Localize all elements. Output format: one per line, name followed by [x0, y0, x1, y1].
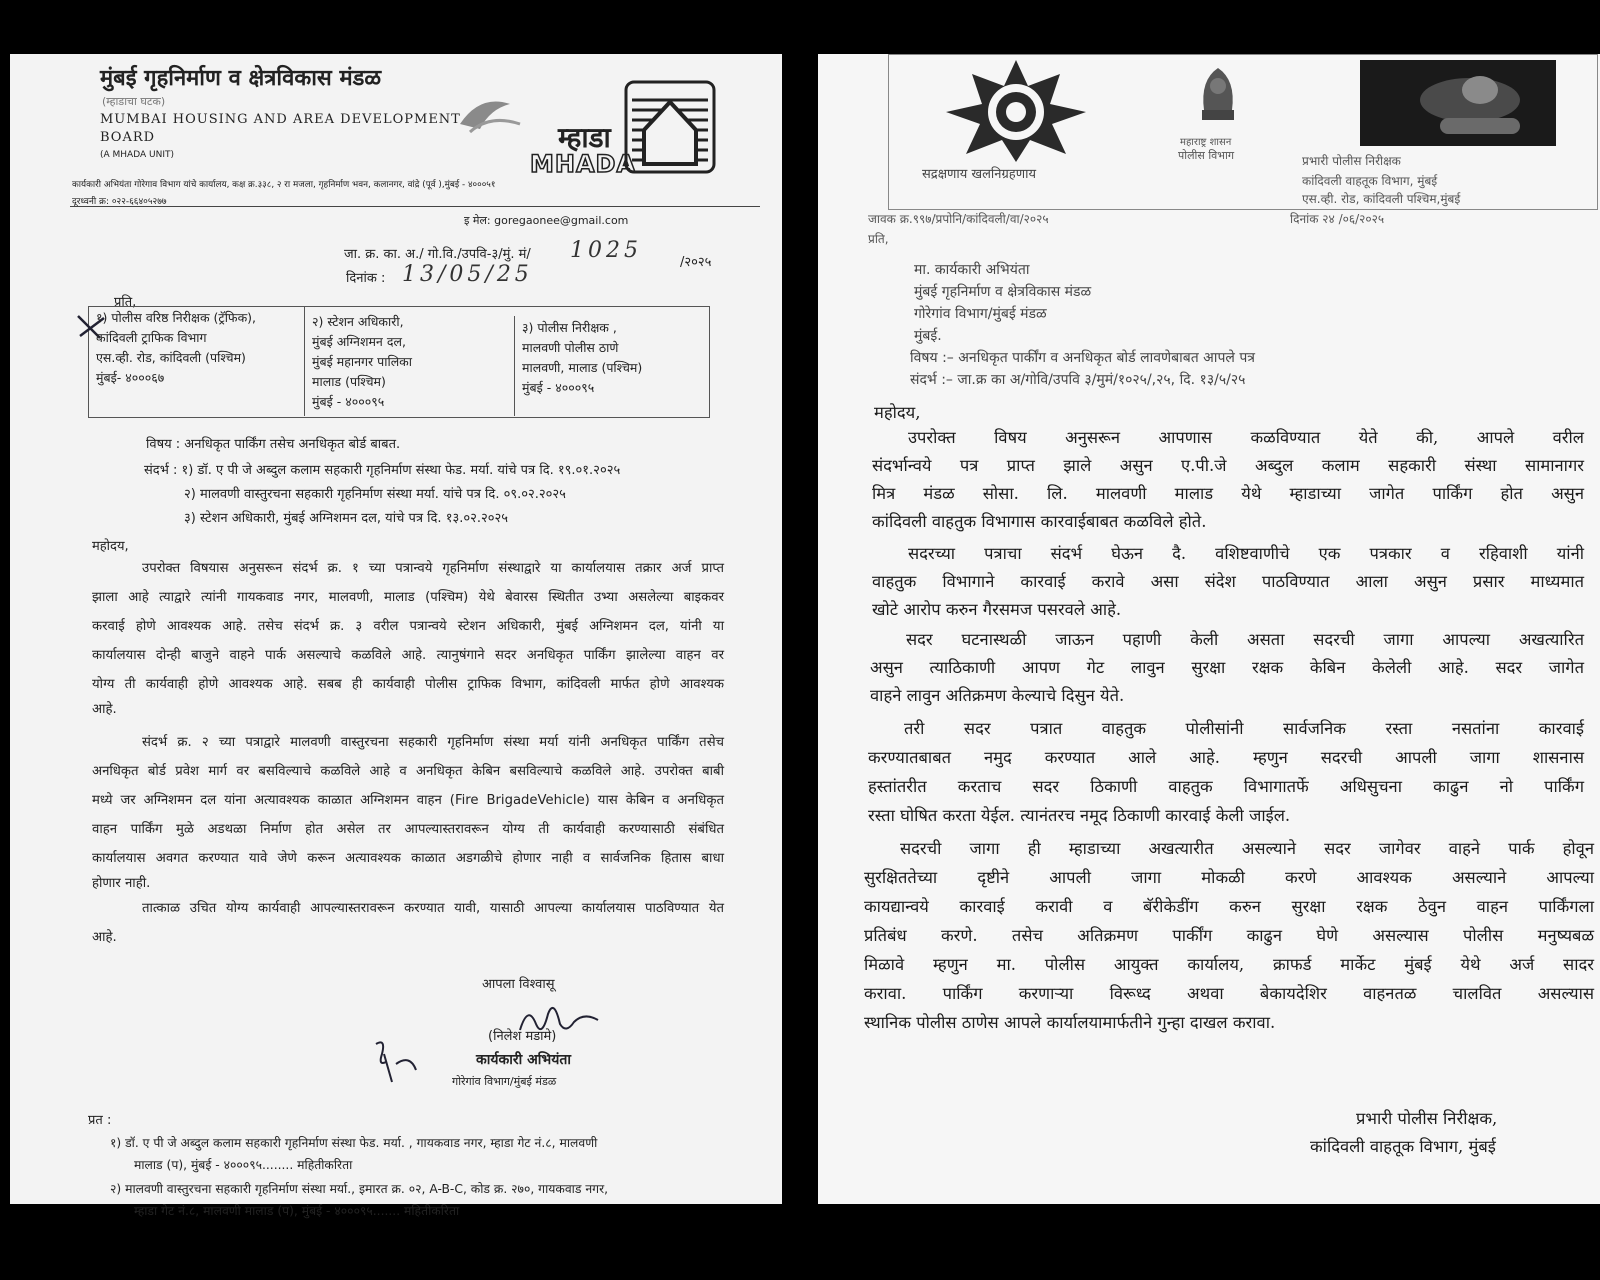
copy-2-line-2: म्हाडा गेट नं.८, मालवणी मालाड (प), मुंबई - ४०००९५....... महितीकरिता [134, 1204, 460, 1218]
recipient-1: १) पोलीस वरिष्ठ निरीक्षक (ट्रॅफिक), कांदिवली ट्राफिक विभाग एस.व्ही. रोड, कांदिवली (पश्चिम) मुंबई- ४०००६७ [96, 310, 257, 385]
right-signer-title: प्रभारी पोलीस निरीक्षक, [1356, 1109, 1498, 1128]
closing: आपला विश्वासू [482, 977, 555, 992]
initials-mark-icon [366, 1034, 426, 1094]
mhada-house-logo-icon [624, 80, 716, 174]
header-officer-dept: कांदिवली वाहतूक विभाग, मुंबई [1302, 174, 1438, 188]
header-officer-address: एस.व्ही. रोड, कांदिवली पश्चिम,मुंबई [1302, 192, 1461, 206]
reference-year: /२०२५ [680, 255, 712, 270]
header-divider [70, 206, 760, 207]
office-email: इ मेल: goregaonee@gmail.com [464, 214, 629, 227]
mhada-board-title-mr: मुंबई गृहनिर्माण व क्षेत्रविकास मंडळ [100, 66, 382, 91]
right-paragraph-2: सदरच्या पत्राचा संदर्भ घेऊन दै. वशिष्टवाणीचे एक पत्रकार व रहिवाशी यांनी वाहतुक विभागाने कारवाई करावे असा संदेश पाठविण्यात आला असुन प्रसार माध्यमात खोटे आरोप करुन गैरसमज पसरवले आहे. [872, 544, 1584, 619]
national-emblem-icon [1188, 60, 1248, 140]
header-officer-title: प्रभारी पोलीस निरीक्षक [1302, 154, 1401, 168]
right-paragraph-3: सदर घटनास्थळी जाऊन पहाणी केली असता सदरची जागा आपल्या अखत्यारित असुन त्याठिकाणी आपण गेट लावुन सुरक्षा रक्षक केबिन केलेली आहे. सदर जागेत वाहने लावुन अतिक्रमण केल्याचे दिसुन येते. [870, 630, 1584, 705]
date-handwritten: 13/05/25 [402, 262, 533, 287]
reference-2: २) मालवणी वास्तुरचना सहकारी गृहनिर्माण संस्था मर्या. यांचे पत्र दि. ०९.०२.२०२५ [184, 487, 566, 502]
left-letter-page [10, 54, 782, 1218]
recipient-3: ३) पोलीस निरीक्षक , मालवणी पोलीस ठाणे मालवणी, मालाड (पश्चिम) मुंबई - ४०००९५ [522, 320, 643, 395]
addressee-line-1: मा. कार्यकारी अभियंता [914, 262, 1030, 278]
right-paragraph-4: तरी सदर पत्रात वाहतुक पोलीसांनी सार्वजनिक रस्ता नसतांना कारवाई करण्यातबाबत नमुद करण्यात आले आहे. म्हणुन सदरची आपली जागा शासनास हस्तांतरीत करताच सदर ठिकाणी वाहतुक विभागातर्फे अधिसुचना काढुन नो पार्किंग रस्ता घोषित करता येईल. त्यानंतरच नमूद ठिकाणी कारवाई केली जाईल. [868, 719, 1584, 825]
office-phone: दूरध्वनी क्र: ०२२-६६४०५२७७ [72, 197, 167, 207]
to-label-right: प्रति, [868, 232, 889, 246]
outward-date: दिनांक २४ /०६/२०२५ [1290, 212, 1385, 226]
subject-line-right: विषय :– अनधिकृत पार्कींग व अनधिकृत बोर्ड लावणेबाबत आपले पत्र [910, 350, 1256, 366]
reference-number-label: जा. क्र. का. अ./ गो.वि./उपवि-३/मुं. मं/ [344, 247, 531, 262]
police-banner-image [1360, 60, 1556, 146]
mhada-unit-mr: (म्हाडाचा घटक) [102, 95, 166, 108]
reference-1: संदर्भ : १) डॉ. ए पी जे अब्दुल कलाम सहकारी गृहनिर्माण संस्था फेड. मर्या. यांचे पत्र दि. १९.०१.२०२५ [144, 463, 621, 478]
salutation-right: महोदय, [874, 403, 921, 422]
signer-title: कार्यकारी अभियंता [476, 1052, 571, 1068]
date-label: दिनांक : [346, 271, 386, 286]
copy-to-label: प्रत : [88, 1113, 112, 1128]
signer-department: गोरेगांव विभाग/मुंबई मंडळ [452, 1075, 557, 1088]
right-paragraph-5: सदरची जागा ही म्हाडाच्या अखत्यारीत असल्याने सदर जागेवर वाहने पार्क होवून सुरक्षिततेच्या दृष्टीने आपली जागा मोकळी करणे आवश्यक असल्याने आपल्या कायद्यान्वये कारवाई करावी व बॅरीकेडींग करुन सुरक्षा रक्षक ठेवुन वाहन पार्किंगला प्रतिबंध करणे. तसेच अतिक्रमण पार्कींग काढुन घेणे असल्यास पोलीस मनुष्यबळ मिळावे म्हणुन मा. पोलीस आयुक्त कार्यालय, क्राफर्ड मार्केट मुंबई येथे अर्ज सादर करावा. पार्किंग करणाऱ्या विरूध्द अथवा बेकायदेशिर वाहनतळ चालवित असल्यास स्थानिक पोलीस ठाणेस आपले कार्यालयामार्फतीने गुन्हा दाखल करावा. [864, 839, 1594, 1032]
right-paragraph-1: उपरोक्त विषय अनुसरून आपणास कळविण्यात येते की, आपले वरील संदर्भान्वये पत्र प्राप्त झाले असुन ए.पी.जे अब्दुल कलाम सहकारी संस्था सामानागर मित्र मंडळ सोसा. लि. मालवणी मालाड येथे म्हाडाच्या जागेत पार्किंग होत असुन कांदिवली वाहतुक विभागास कारवाईबाबत कळविले होते. [872, 428, 1584, 531]
reference-line-right: संदर्भ :– जा.क्र का अ/गोवि/उपवि ३/मुमं/१०२५/,२५, दि. १३/५/२५ [910, 372, 1246, 388]
addressee-line-2: मुंबई गृहनिर्माण व क्षेत्रविकास मंडळ [914, 284, 1092, 300]
paragraph-2: संदर्भ क्र. २ च्या पत्राद्वारे मालवणी वास्तुरचना सहकारी गृहनिर्माण संस्था मर्या यांनी अनधिकृत पार्किंग तसेच अनधिकृत बोर्ड प्रवेश मार्ग वर बसविल्याचे कळविले आहे व अनधिकृत केबिन बसविल्याचे कळविले आहे. उपरोक्त बाबी मध्ये जर अग्निशमन दल यांना अत्यावश्यक काळात अग्निशमन वाहन (Fire BrigadeVehicle) यास केबिन व अनधिकृत वाहन पार्किंग मुळे अडथळा निर्माण होत असेल तर आपल्यास्तरावरून योग्य ती कार्यवाही करण्यासाठी संबंधित कार्यालयास अवगत करण्यात यावे जेणे करून अत्यावश्यक काळात अडगळीचे होणार नाही व सार्वजनिक हितास बाधा होणार नाही. [92, 735, 724, 891]
mhada-logo-text-en: MHADA [530, 150, 637, 178]
government-label: महाराष्ट्र शासन [1180, 137, 1232, 148]
office-address: कार्यकारी अभियंता गोरेगाव विभाग यांचे कार्यालय, कक्ष क्र.३३८, २ रा मजला, गृहनिर्माण भवन, कलानगर, वांद्रे (पूर्व ),मुंबई - ४०००५१ [72, 180, 496, 190]
mhada-unit-en: (A MHADA UNIT) [100, 150, 174, 160]
right-signer-dept: कांदिवली वाहतूक विभाग, मुंबई [1310, 1137, 1496, 1156]
salutation: महोदय, [92, 539, 129, 554]
outward-number: जावक क्र.९९७/प्रपोनि/कांदिवली/वा/२०२५ [868, 212, 1049, 226]
maharashtra-emblem-icon [450, 84, 530, 144]
to-label: प्रति, [114, 295, 137, 310]
addressee-line-4: मुंबई. [914, 328, 942, 344]
copy-1-line-1: १) डॉ. ए पी जे अब्दुल कलाम सहकारी गृहनिर्माण संस्था फेड. मर्या. , गायकवाड नगर, म्हाडा गेट नं.८, मालवणी [110, 1136, 598, 1150]
paragraph-1: उपरोक्त विषयास अनुसरून संदर्भ क्र. १ च्या पत्रान्वये गृहनिर्माण संस्थाद्वारे या कार्यालयास तक्रार अर्ज प्राप्त झाला आहे त्याद्वारे त्यांनी गायकवाड नगर, मालवणी, मालाड (पश्चिम) येथे बेवारस स्थितीत उभ्या असलेल्या बाइकवर करवाई होणे आवश्यक आहे. तसेच संदर्भ क्र. ३ वरील पत्रान्वये स्टेशन अधिकारी, मुंबई अग्निशमन दल, यांनी या कार्यालयास दोन्ही बाजुने वाहने पार्क असल्याचे कळविले आहे. त्यानुषंगाने सदर अनधिकृत पार्किंग झालेल्या वाहन वर योग्य ती कार्यवाही होणे आवश्यक आहे. सबब ही कार्यवाही पोलीस ट्राफिक विभाग, कांदिवली मार्फत होणे आवश्यक आहे. [92, 561, 724, 717]
subject-line: विषय : अनधिकृत पार्किंग तसेच अनधिकृत बोर्ड बाबत. [146, 437, 401, 452]
mhada-logo-text-mr: म्हाडा [558, 121, 611, 154]
police-department-label: पोलीस विभाग [1178, 149, 1235, 162]
recipient-2: २) स्टेशन अधिकारी, मुंबई अग्निशमन दल, मुंबई महानगर पालिका मालाड (पश्चिम) मुंबई - ४०००९५ [312, 314, 413, 409]
copy-2-line-1: २) मालवणी वास्तुरचना सहकारी गृहनिर्माण संस्था मर्या., इमारत क्र. ०२, A-B-C, कोड क्र. २७०, गायकवाड नगर, [110, 1182, 609, 1196]
copy-1-line-2: मालाड (प), मुंबई - ४०००९५........ महितीकरिता [134, 1158, 353, 1172]
mhada-board-title-en-2: BOARD [100, 130, 156, 145]
paragraph-3: तात्काळ उचित योग्य कार्यवाही आपल्यास्तरावरून करण्यात यावी, यासाठी आपल्या कार्यालयास पाठविण्यात येत आहे. [92, 901, 724, 945]
signer-name: (निलेश मडामे) [488, 1029, 557, 1044]
reference-3: ३) स्टेशन अधिकारी, मुंबई अग्निशमन दल, यांचे पत्र दि. १३.०२.२०२५ [184, 511, 509, 526]
police-star-emblem-icon [942, 58, 1090, 164]
police-motto: सद्रक्षणाय खलनिग्रहणाय [922, 167, 1037, 182]
right-letter-page [818, 54, 1600, 1204]
reference-number-handwritten: 1025 [570, 238, 642, 263]
mhada-board-title-en: MUMBAI HOUSING AND AREA DEVELOPMENT [100, 112, 461, 127]
addressee-line-3: गोरेगांव विभाग/मुंबई मंडळ [914, 306, 1047, 322]
